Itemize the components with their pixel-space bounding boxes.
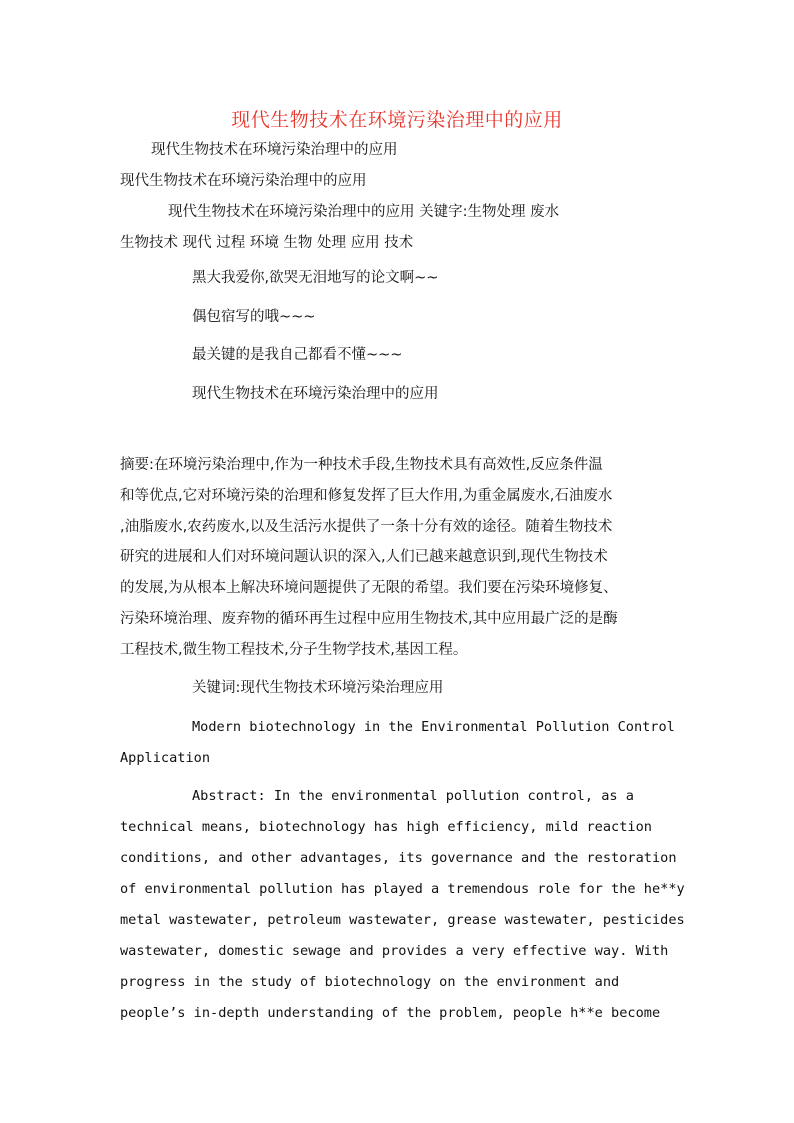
note-line: 黑大我爱你,欲哭无泪地写的论文啊~~: [192, 270, 439, 286]
abstract-en-line: metal wastewater, petroleum wastewater, grease wastewater, pesticides: [120, 912, 685, 928]
english-title-line: Modern biotechnology in the Environmental Pollution Control: [192, 719, 675, 735]
abstract-cn-line: 污染环境治理、废弃物的循环再生过程中应用生物技术,其中应用最广泛的是酶: [120, 611, 618, 627]
abstract-cn-line: 摘要:在环境污染治理中,作为一种技术手段,生物技术具有高效性,反应条件温: [120, 457, 603, 473]
abstract-en-line: of environmental pollution has played a tremendous role for the he**y: [120, 881, 685, 897]
header-line-keywords: 现代生物技术在环境污染治理中的应用 关键字:生物处理 废水: [168, 204, 560, 220]
abstract-cn-line: 和等优点,它对环境污染的治理和修复发挥了巨大作用,为重金属废水,石油废水: [120, 488, 613, 504]
header-line: 现代生物技术在环境污染治理中的应用: [151, 142, 398, 158]
abstract-cn-line: 研究的进展和人们对环境问题认识的深入,人们已越来越意识到,现代生物技术: [120, 549, 608, 565]
header-line-tags: 生物技术 现代 过程 环境 生物 处理 应用 技术: [120, 235, 414, 251]
abstract-en-line: technical means, biotechnology has high efficiency, mild reaction: [120, 819, 652, 835]
note-line: 现代生物技术在环境污染治理中的应用: [192, 386, 439, 402]
note-line: 最关键的是我自己都看不懂~~~: [192, 347, 403, 363]
abstract-en-line: wastewater, domestic sewage and provides a very effective way. With: [120, 943, 669, 959]
keywords-cn: 关键词:现代生物技术环境污染治理应用: [192, 680, 444, 696]
abstract-en-line: people’s in-depth understanding of the problem, people h**e become: [120, 1005, 661, 1021]
abstract-en-line: conditions, and other advantages, its governance and the restoration: [120, 850, 677, 866]
note-line: 偶包宿写的哦~~~: [192, 309, 316, 325]
abstract-en-line: progress in the study of biotechnology on the environment and: [120, 974, 620, 990]
english-title-line: Application: [120, 750, 211, 766]
document-title: 现代生物技术在环境污染治理中的应用: [231, 109, 563, 131]
abstract-cn-line: 工程技术,微生物工程技术,分子生物学技术,基因工程。: [120, 642, 468, 658]
abstract-en-line: Abstract: In the environmental pollution control, as a: [192, 788, 634, 804]
header-line: 现代生物技术在环境污染治理中的应用: [120, 173, 367, 189]
abstract-cn-line: ,油脂废水,农药废水,以及生活污水提供了一条十分有效的途径。随着生物技术: [120, 519, 613, 535]
abstract-cn-line: 的发展,为从根本上解决环境问题提供了无限的希望。我们要在污染环境修复、: [120, 580, 618, 596]
